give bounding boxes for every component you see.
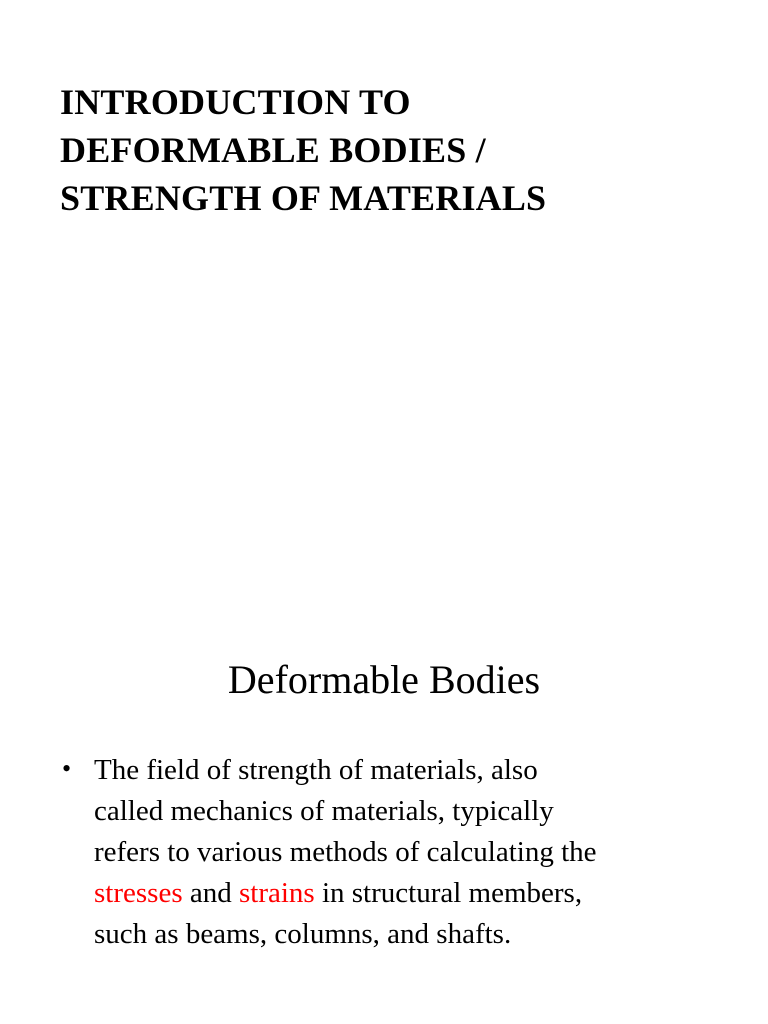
bullet-line-4-rest: in structural members, [314, 877, 583, 909]
presentation-title [60, 78, 740, 222]
title-line-3: STRENGTH OF MATERIALS [60, 178, 547, 218]
bullet-line-5: such as beams, columns, and shafts. [94, 918, 512, 950]
bullet-icon: • [62, 754, 72, 783]
title-line-2: DEFORMABLE BODIES / [60, 130, 486, 170]
connector-and: and [182, 877, 239, 909]
slide-deformable-bodies [0, 512, 768, 1024]
bullet-line-4 [94, 873, 710, 914]
bullet-line-3: refers to various methods of calculating the [94, 836, 597, 868]
bullet-item [60, 750, 710, 955]
term-stresses: stresses [94, 877, 183, 909]
bullet-line-1: The field of strength of materials, also [94, 754, 538, 786]
slide-heading: Deformable Bodies [227, 657, 541, 702]
title-line-1: INTRODUCTION TO [60, 82, 411, 122]
term-strains: strains [238, 877, 315, 909]
bullet-list [60, 750, 710, 955]
bullet-line-2: called mechanics of materials, typically [94, 795, 554, 827]
